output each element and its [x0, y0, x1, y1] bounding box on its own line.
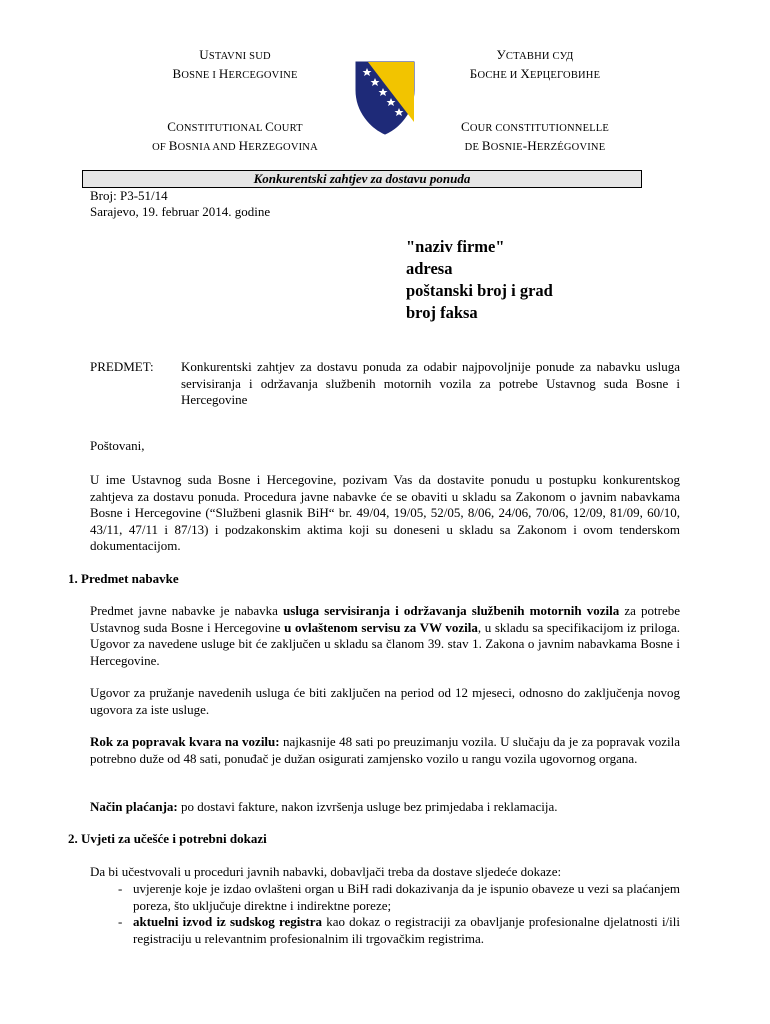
document-title: Konkurentski zahtjev za dostavu ponuda [82, 170, 642, 188]
recipient-company: "naziv firme" [406, 237, 505, 256]
coat-of-arms-icon [353, 60, 417, 136]
list-item: - uvjerenje koje je izdao ovlašteni organ u BiH radi dokazivanja da je ispunio obaveze u vezi sa plaćanjem poreza, što uključuje direktne i indirektne poreze; [118, 881, 680, 914]
greeting: Poštovani, [90, 438, 145, 453]
recipient-fax: broj faksa [406, 303, 478, 322]
court-name-bosnian: USTAVNI SUD BOSNE I HERCEGOVINE [172, 47, 298, 81]
list-item: - aktuelni izvod iz sudskog registra kao dokaz o registraciji za obavljanje profesionalne djelatnosti i/ili registraciju u relevantnim profesionalnim ili trgovačkim registrima. [118, 914, 680, 947]
section-1-payment: Način plaćanja: po dostavi fakture, nakon izvršenja usluge bez primjedaba i reklamacija. [90, 799, 558, 814]
recipient-postal-city: poštanski broj i grad [406, 281, 553, 300]
recipient-street: adresa [406, 259, 453, 278]
subject-label: PREDMET: [90, 359, 154, 374]
section-2-requirements-list [118, 881, 680, 947]
section-2-intro: Da bi učestvovali u proceduri javnih nabavki, dobavljači treba da dostave sljedeće dokaze: [90, 864, 562, 879]
subject-text: Konkurentski zahtjev za dostavu ponuda za odabir najpovoljnije ponude za nabavku usluga servisiranja i održavanja službenih motornih vozila za potrebe Ustavnog suda Bosne i Hercegovine [181, 359, 680, 407]
court-name-english: CONSTITUTIONAL COURT OF BOSNIA AND HERZEGOVINA [152, 119, 318, 153]
court-name-cyrillic: УСТАВНИ СУД БОСНЕ И ХЕРЦЕГОВИНЕ [469, 47, 601, 81]
section-1-heading: 1. Predmet nabavke [68, 571, 179, 586]
section-1-repair-deadline: Rok za popravak kvara na vozilu: najkasnije 48 sati po preuzimanju vozila. U slučaju da je za popravak vozila potrebno duže od 48 sati, ponuđač je dužan osigurati zamjensko vozilo u rangu vozila ugovornog organa. [90, 734, 681, 766]
intro-paragraph: U ime Ustavnog suda Bosne i Hercegovine, pozivam Vas da dostavite ponudu u postupku konkurentskog zahtjeva za dostavu ponuda. Procedura javne nabavke će se obaviti u skladu sa Zakonom o javnim nabavkama Bosne i Hercegovine (“Službeni glasnik BiH“ br. 49/04, 19/05, 52/05, 8/06, 24/06, 70/06, 12/09, 81/09, 60/10, 43/11, 47/11 i 87/13) i podzakonskim aktima koji su doneseni u skladu sa Zakonom i ovom tenderskom dokumentacijom. [90, 472, 680, 553]
court-name-french: COUR CONSTITUTIONNELLE DE BOSNIE-HERZÉGOVINE [460, 119, 610, 153]
recipient-address [406, 236, 553, 324]
section-1-paragraph-2: Ugovor za pružanje navedenih usluga će biti zaključen na period od 12 mjeseci, odnosno do zaključenja novog ugovora za iste usluge. [90, 685, 680, 717]
document-date: Sarajevo, 19. februar 2014. godine [90, 204, 271, 219]
reference-number: Broj: P3-51/14 [90, 188, 168, 203]
section-2-heading: 2. Uvjeti za učešće i potrebni dokazi [68, 831, 267, 846]
section-1-paragraph-1: Predmet javne nabavke je nabavka usluga servisiranja i održavanja službenih motornih vozila za potrebe Ustavnog suda Bosne i Hercegovine u ovlaštenom servisu za VW vozila, u skladu sa specifikacijom iz priloga. Ugovor za navedene usluge bit će zaključen u skladu sa članom 39. stav 1. Zakona o javnim nabavkama Bosne i Hercegovine. [90, 603, 680, 668]
